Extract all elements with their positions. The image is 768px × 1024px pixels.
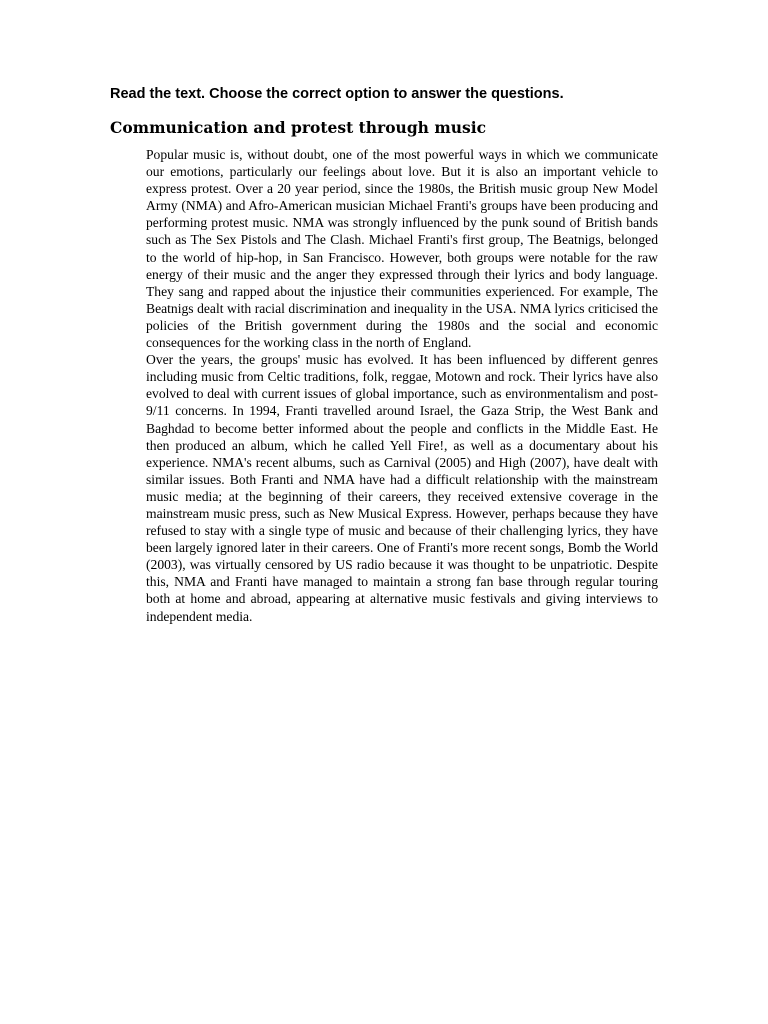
- article-body: [146, 146, 658, 625]
- paragraph-2: Over the years, the groups' music has evolved. It has been influenced by different genres including music from Celtic traditions, folk, reggae, Motown and rock. Their lyrics have also evolved to deal with current issues of global importance, such as environmentalism and post-9/11 concerns. In 1994, Franti travelled around Israel, the Gaza Strip, the West Bank and Baghdad to become better informed about the people and conflicts in the Middle East. He then produced an album, which he called Yell Fire!, as well as a documentary about his experience. NMA's recent albums, such as Carnival (2005) and High (2007), have dealt with similar issues. Both Franti and NMA have had a difficult relationship with the mainstream music media; at the beginning of their careers, they received extensive coverage in the mainstream music press, such as New Musical Express. However, perhaps because they have refused to stay with a single type of music and because of their challenging lyrics, they have been largely ignored later in their careers. One of Franti's more recent songs, Bomb the World (2003), was virtually censored by US radio because it was thought to be unpatriotic. Despite this, NMA and Franti have managed to maintain a strong fan base through regular touring both at home and abroad, appearing at alternative music festivals and giving interviews to independent media.: [146, 352, 658, 624]
- article-title: Communication and protest through music: [110, 118, 487, 137]
- paragraph-1: Popular music is, without doubt, one of the most powerful ways in which we communicate our emotions, particularly our feelings about love. But it is also an important vehicle to express protest. Over a 20 year period, since the 1980s, the British music group New Model Army (NMA) and Afro-American musician Michael Franti's groups have been producing and performing protest music. NMA was strongly influenced by the punk sound of British bands such as The Sex Pistols and The Clash. Michael Franti's first group, The Beatnigs, belonged to the world of hip-hop, in San Francisco. However, both groups were notable for the raw energy of their music and the anger they expressed through their lyrics and body language. They sang and rapped about the injustice their communities experienced. For example, The Beatnigs dealt with racial discrimination and inequality in the USA. NMA lyrics criticised the policies of the British government during the 1980s and the social and economic consequences for the working class in the north of England.: [146, 147, 658, 351]
- instruction-text: Read the text. Choose the correct option to answer the questions.: [110, 86, 564, 102]
